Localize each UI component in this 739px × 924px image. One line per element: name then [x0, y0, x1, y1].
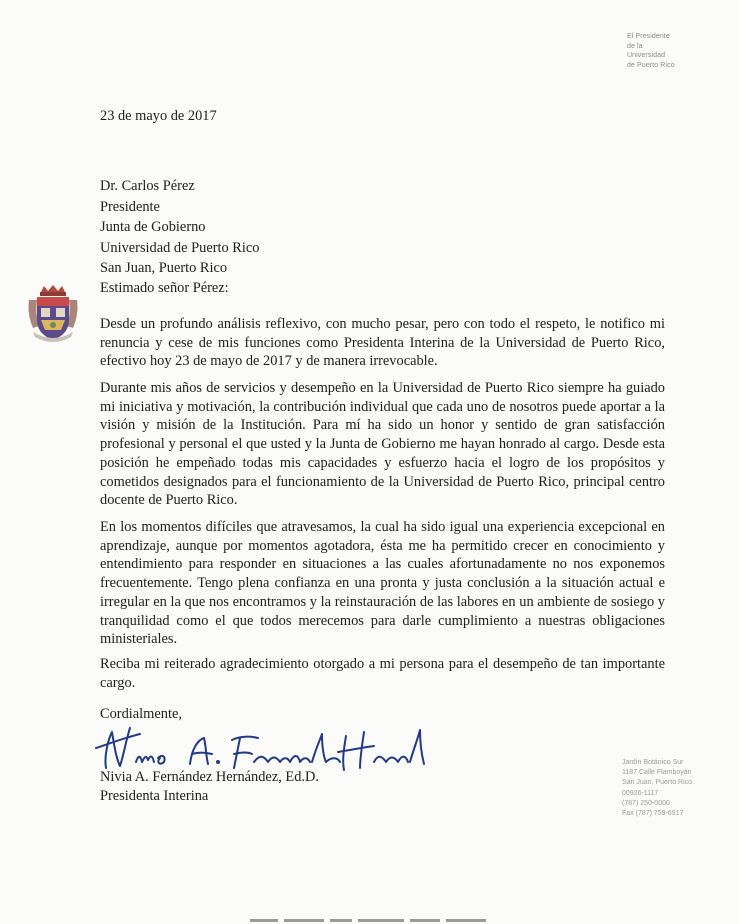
closing: Cordialmente, [100, 706, 182, 722]
address-line: (787) 250-0000 [622, 799, 670, 807]
body-paragraph: En los momentos difíciles que atravesamos, la cual ha sido igual una experiencia excepcional en aprendizaje, aunque por momentos agotadora, ésta me ha permitido crecer en conocimiento y entendimiento para responder en situaciones a las cuales afortunadamente no nos exponemos frecuentemente. Tengo plena confianza en una pronta y justa conclusión a la situación actual e irregular en la que nos encontramos y la reinstauración de las labores en un ambiente de sosiego y tranquilidad como el que todos merecemos para darle cumplimiento a nuestras obligaciones ministeriales. [100, 519, 665, 648]
letterhead-line: Universidad [627, 52, 666, 59]
recipient-block [100, 176, 259, 279]
recipient-name: Dr. Carlos Pérez [100, 178, 195, 194]
signer-name: Nivia A. Fernández Hernández, Ed.D. [100, 769, 319, 785]
address-block [622, 758, 692, 819]
address-line: 1187 Calle Flamboyán [622, 769, 692, 777]
letterhead-line: de Puerto Rico [627, 61, 675, 69]
letterhead [627, 32, 675, 70]
body-paragraph: Desde un profundo análisis reflexivo, con mucho pesar, pero con todo el respeto, le notifico mi renuncia y cese de mis funciones como Presidenta Interina de la Universidad de Puerto Rico, efectivo hoy 23 de mayo de 2017 y de manera irrevocable. [100, 316, 665, 370]
signer-block [100, 768, 319, 806]
salutation: Estimado señor Pérez: [100, 280, 229, 296]
address-line: Jardín Botánico Sur [622, 759, 684, 766]
address-line: San Juan, Puerto Rico [622, 779, 693, 787]
signer-title: Presidenta Interina [100, 788, 209, 804]
body-paragraph: Reciba mi reiterado agradecimiento otorgado a mi persona para el desempeño de tan importante cargo. [100, 656, 665, 691]
address-line: 00926-1117 [622, 789, 659, 797]
letterhead-line: de la [627, 42, 643, 50]
university-seal-icon [25, 284, 81, 344]
letterhead-line: El Presidente [627, 33, 670, 40]
recipient-title: Presidente [100, 198, 160, 215]
body-paragraph: Durante mis años de servicios y desempeño en la Universidad de Puerto Rico siempre ha guiado mi iniciativa y motivación, la contribución individual que cada uno de nosotros puede aportar a la visión y misión de la Institución. Para mí ha sido un honor y sentido de gran satisfacción profesional y personal el que usted y la Junta de Gobierno me hayan honrado al cargo. Desde esta posición he empeñado todas mis capacidades y esfuerzo hacia el logro de los propósitos y cometidos designados para el funcionamiento de la Universidad de Puerto Rico, principal centro docente de Puerto Rico. [100, 380, 665, 509]
recipient-institution: Universidad de Puerto Rico [100, 239, 260, 256]
bottom-edge-marks [250, 912, 490, 924]
recipient-city: San Juan, Puerto Rico [100, 260, 228, 276]
letter-date: 23 de mayo de 2017 [100, 108, 217, 124]
address-line: Fax (787) 759-6917 [622, 810, 684, 818]
recipient-organization: Junta de Gobierno [100, 219, 206, 235]
